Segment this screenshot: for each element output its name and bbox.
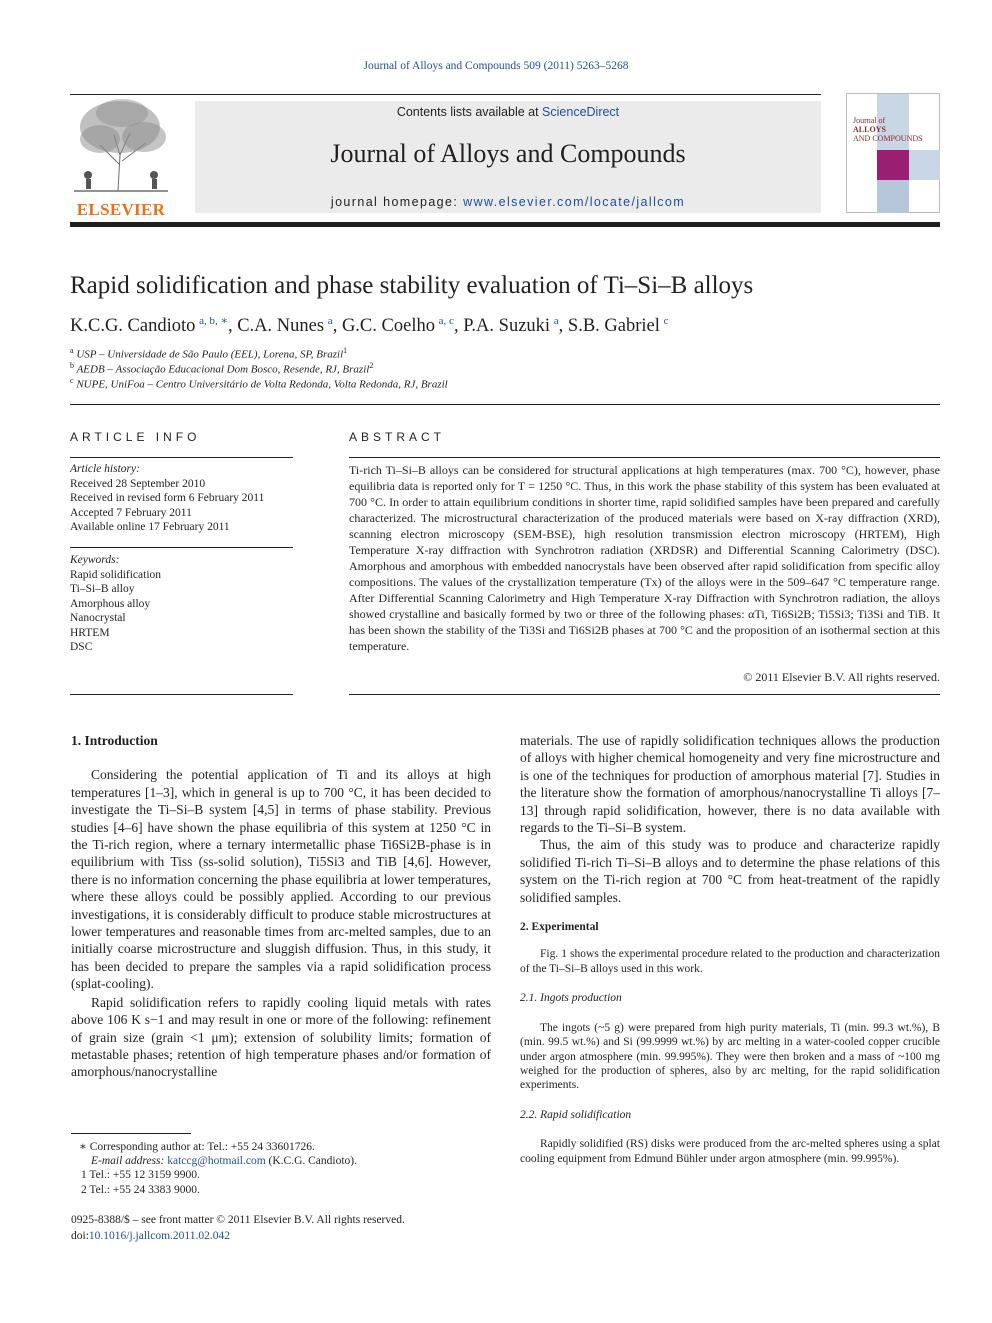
body-column-left bbox=[71, 732, 491, 1081]
author-name[interactable]: C.A. Nunes bbox=[237, 316, 325, 337]
elsevier-tree-icon bbox=[70, 95, 172, 193]
journal-citation[interactable]: Journal of Alloys and Compounds 509 (2011) 5263–5268 bbox=[363, 60, 629, 72]
keyword: Ti–Si–B alloy bbox=[70, 583, 135, 595]
footnotes bbox=[71, 1140, 357, 1197]
keyword: Amorphous alloy bbox=[70, 597, 151, 610]
author-list: K.C.G. Candioto $^{a, b, ∗}$, C.A. Nunes $^a$, G.C. Coelho $^{a, c}$, P.A. Suzuki $^a$, S.B. Gabriel $^c$ bbox=[70, 315, 669, 337]
corresponding-author-note: ∗ Corresponding author at: Tel.: +55 24 33601726. bbox=[79, 1141, 315, 1153]
cover-title: Journal of ALLOYS AND COMPOUNDS bbox=[853, 116, 923, 143]
sciencedirect-link[interactable]: ScienceDirect bbox=[542, 105, 620, 119]
author-name[interactable]: G.C. Coelho bbox=[341, 316, 435, 337]
keyword: Rapid solidification bbox=[70, 568, 162, 581]
journal-homepage-line: journal homepage: www.elsevier.com/locate/jallcom bbox=[330, 195, 686, 209]
footnote: 1 Tel.: +55 12 3159 9900. bbox=[81, 1169, 200, 1182]
history-item: Accepted 7 February 2011 bbox=[70, 506, 192, 519]
article-info-label: ARTICLE INFO bbox=[70, 430, 201, 444]
keyword: DSC bbox=[70, 641, 93, 653]
contents-available-line: Contents lists available at ScienceDirect bbox=[396, 105, 620, 119]
affiliation: $^a$ USP – Universidade de São Paulo (EEL), Lorena, SP, Brazil$^1$ bbox=[70, 346, 348, 361]
elsevier-wordmark: ELSEVIER bbox=[76, 200, 166, 219]
body-column-right bbox=[520, 732, 940, 1166]
author-affiliation-marks[interactable]: a, b, ∗ bbox=[199, 315, 228, 327]
email-note: E-mail address: katccg@hotmail.com (K.C.G. Candioto). bbox=[91, 1155, 358, 1168]
author-affiliation-marks[interactable]: a bbox=[553, 315, 559, 327]
article-title: Rapid solidification and phase stability evaluation of Ti–Si–B alloys bbox=[70, 272, 754, 299]
journal-cover-thumbnail[interactable] bbox=[846, 93, 940, 213]
abstract-bottom-rule bbox=[349, 694, 940, 695]
journal-banner bbox=[195, 101, 821, 213]
keywords: Keywords: Rapid solidification Ti–Si–B alloy Amorphous alloy Nanocrystal HRTEM DSC bbox=[70, 553, 293, 655]
article-history: Article history: Received 28 September 2010 Received in revised form 6 February 2011 Accepted 7 February 2011 Available online 17 February 2011 bbox=[70, 462, 293, 535]
subsection-heading: 2.2. Rapid solidification bbox=[520, 1108, 632, 1121]
author-name[interactable]: K.C.G. Candioto bbox=[70, 316, 196, 337]
author-affiliation-marks[interactable]: a bbox=[327, 315, 333, 327]
journal-homepage-link[interactable]: www.elsevier.com/locate/jallcom bbox=[463, 195, 686, 209]
elsevier-logo[interactable] bbox=[70, 95, 172, 219]
header-rule bbox=[70, 222, 940, 227]
keywords-rule bbox=[70, 547, 293, 548]
front-matter-divider bbox=[70, 404, 940, 405]
affiliation: $^b$ AEDB – Associação Educacional Dom Bosco, Resende, RJ, Brazil$^2$ bbox=[70, 361, 374, 376]
section-heading: 2. Experimental bbox=[520, 921, 599, 934]
paragraph: Thus, the aim of this study was to produce and characterize rapidly solidified Ti-rich Ti–Si–B alloys and to determine the phase relations of this system on the Ti-rich region at 700 °C from heat-treatment of the rapidly solidified samples. bbox=[520, 837, 940, 905]
header-top-rule bbox=[70, 94, 821, 95]
abstract-label: ABSTRACT bbox=[349, 430, 446, 444]
subsection-heading: 2.1. Ingots production bbox=[520, 992, 622, 1005]
paragraph: Fig. 1 shows the experimental procedure related to the production and characterization of the Ti–Si–B alloys used in this work. bbox=[520, 948, 940, 975]
abstract-text: Ti-rich Ti–Si–B alloys can be considered for structural applications at high temperatures (max. 700 °C), however, phase equilibria data is reported only for T = 1250 °C. Thus, in this work the phase stability of this system has been evaluated at 700 °C. In order to attain equilibrium conditions in shorter time, rapid solidified samples have been prepared and carefully characterized. The microstructural characterization of the produced materials were based on X-ray diffraction (XRD), scanning electron microscopy (SEM-BSE), high resolution transmission electron microscopy (HRTEM), High Temperature X-ray diffraction with Synchrotron radiation (XRDSR) and Differential Scanning Calorimetry (DSC). Amorphous and amorphous with embedded nanocrystals have been observed after rapid solidification from specific alloy compositions. The values of the crystallization temperature (Tx) of the alloys were in the 509–647 °C temperature range. After Differential Scanning Calorimetry and High Temperature X-ray Diffraction with Synchrotron radiation, the alloys showed crystalline and basically formed by two or three of the following phases: αTi, Ti6Si2B; Ti5Si3; Ti3Si and TiB. It has been shown the stability of the Ti3Si and Ti6Si2B phases at 700 °C and the proposition of an isothermal section at this temperature. bbox=[349, 463, 940, 653]
front-matter-info bbox=[71, 1213, 405, 1244]
doi-line: doi:10.1016/j.jallcom.2011.02.042 bbox=[71, 1229, 230, 1242]
doi-link[interactable]: 10.1016/j.jallcom.2011.02.042 bbox=[88, 1229, 230, 1242]
history-item: Received in revised form 6 February 2011 bbox=[70, 492, 265, 504]
author-name[interactable]: S.B. Gabriel bbox=[567, 316, 660, 337]
affiliation: $^c$ NUPE, UniFoa – Centro Universitário de Volta Redonda, Volta Redonda, RJ, Brazil bbox=[70, 376, 448, 391]
author-name[interactable]: P.A. Suzuki bbox=[463, 316, 551, 337]
issn-line: 0925-8388/$ – see front matter © 2011 Elsevier B.V. All rights reserved. bbox=[71, 1214, 405, 1226]
paragraph: Considering the potential application of Ti and its alloys at high temperatures [1–3], which in general is up to 700 °C, it has been decided to investigate the Ti–Si–B system [4,5] in terms of phase stability. Previous studies [4–6] have shown the phase equilibria of this system at 1250 °C in the Ti-rich region, where a ternary intermetallic phase Ti6Si2B-phase is in equilibrium with Tiss (ss-solid solution), Ti5Si3 and TiB [4,6]. However, there is no information concerning the phase equilibria at lower temperatures, where these alloys could be possibly applied. According to our previous investigations, it is considerably difficult to produce stable microstructures at lower temperatures and reasonable times from arc-melted samples, due to an initially coarse microstructure and sluggish diffusion. Thus, in this study, it has been decided to prepare the samples via a rapid solidification process (splat-cooling). bbox=[71, 767, 491, 992]
keyword: Nanocrystal bbox=[70, 612, 126, 624]
email-link[interactable]: katccg@hotmail.com bbox=[167, 1155, 266, 1168]
journal-title: Journal of Alloys and Compounds bbox=[330, 139, 686, 168]
history-item: Available online 17 February 2011 bbox=[70, 521, 230, 533]
footnote-rule bbox=[71, 1133, 191, 1134]
paragraph: The ingots (~5 g) were prepared from high purity materials, Ti (min. 99.3 wt.%), B (min. 99.5 wt.%) and Si (99.9999 wt.%) by arc melting in a water-cooled copper crucible under argon atmosphere (min. 99.995%). They were then broken and a mass of ~100 mg weighed for the production of spheres, also by arc melting, for the rapid solidification experiments. bbox=[520, 1021, 940, 1092]
keyword: HRTEM bbox=[70, 626, 110, 639]
abstract-rule bbox=[349, 457, 940, 458]
section-heading: 1. Introduction bbox=[71, 733, 158, 748]
article-info-bottom-rule bbox=[70, 694, 293, 695]
paragraph: materials. The use of rapidly solidification techniques allows the production of alloys with higher chemical homogeneity and very fine microstructure and is one of the techniques for production of amorphous material [7]. Studies in the literature show the formation of amorphous/nanocrystalline Ti alloys [7–13] through rapid solidification, however, there is no data available with regards to the Ti–Si–B system. bbox=[520, 733, 940, 836]
paragraph: Rapid solidification refers to rapidly cooling liquid metals with rates above 106 K s−1 and may result in one or more of the following: refinement of grain size (grain <1 μm); extension of solubility limits; formation of metastable phases; retention of high temperature phases and/or formation of amorphous/nanocrystalline bbox=[71, 994, 491, 1080]
history-item: Received 28 September 2010 bbox=[70, 477, 206, 490]
paragraph: Rapidly solidified (RS) disks were produced from the arc-melted spheres using a splat cooling equipment from Edmund Bühler under argon atmosphere (min. 99.995%). bbox=[520, 1138, 940, 1165]
author-affiliation-marks[interactable]: c bbox=[663, 315, 669, 327]
abstract-copyright: © 2011 Elsevier B.V. All rights reserved. bbox=[743, 670, 940, 684]
article-info-rule bbox=[70, 457, 293, 458]
author-affiliation-marks[interactable]: a, c bbox=[438, 315, 454, 327]
footnote: 2 Tel.: +55 24 3383 9000. bbox=[81, 1183, 200, 1196]
